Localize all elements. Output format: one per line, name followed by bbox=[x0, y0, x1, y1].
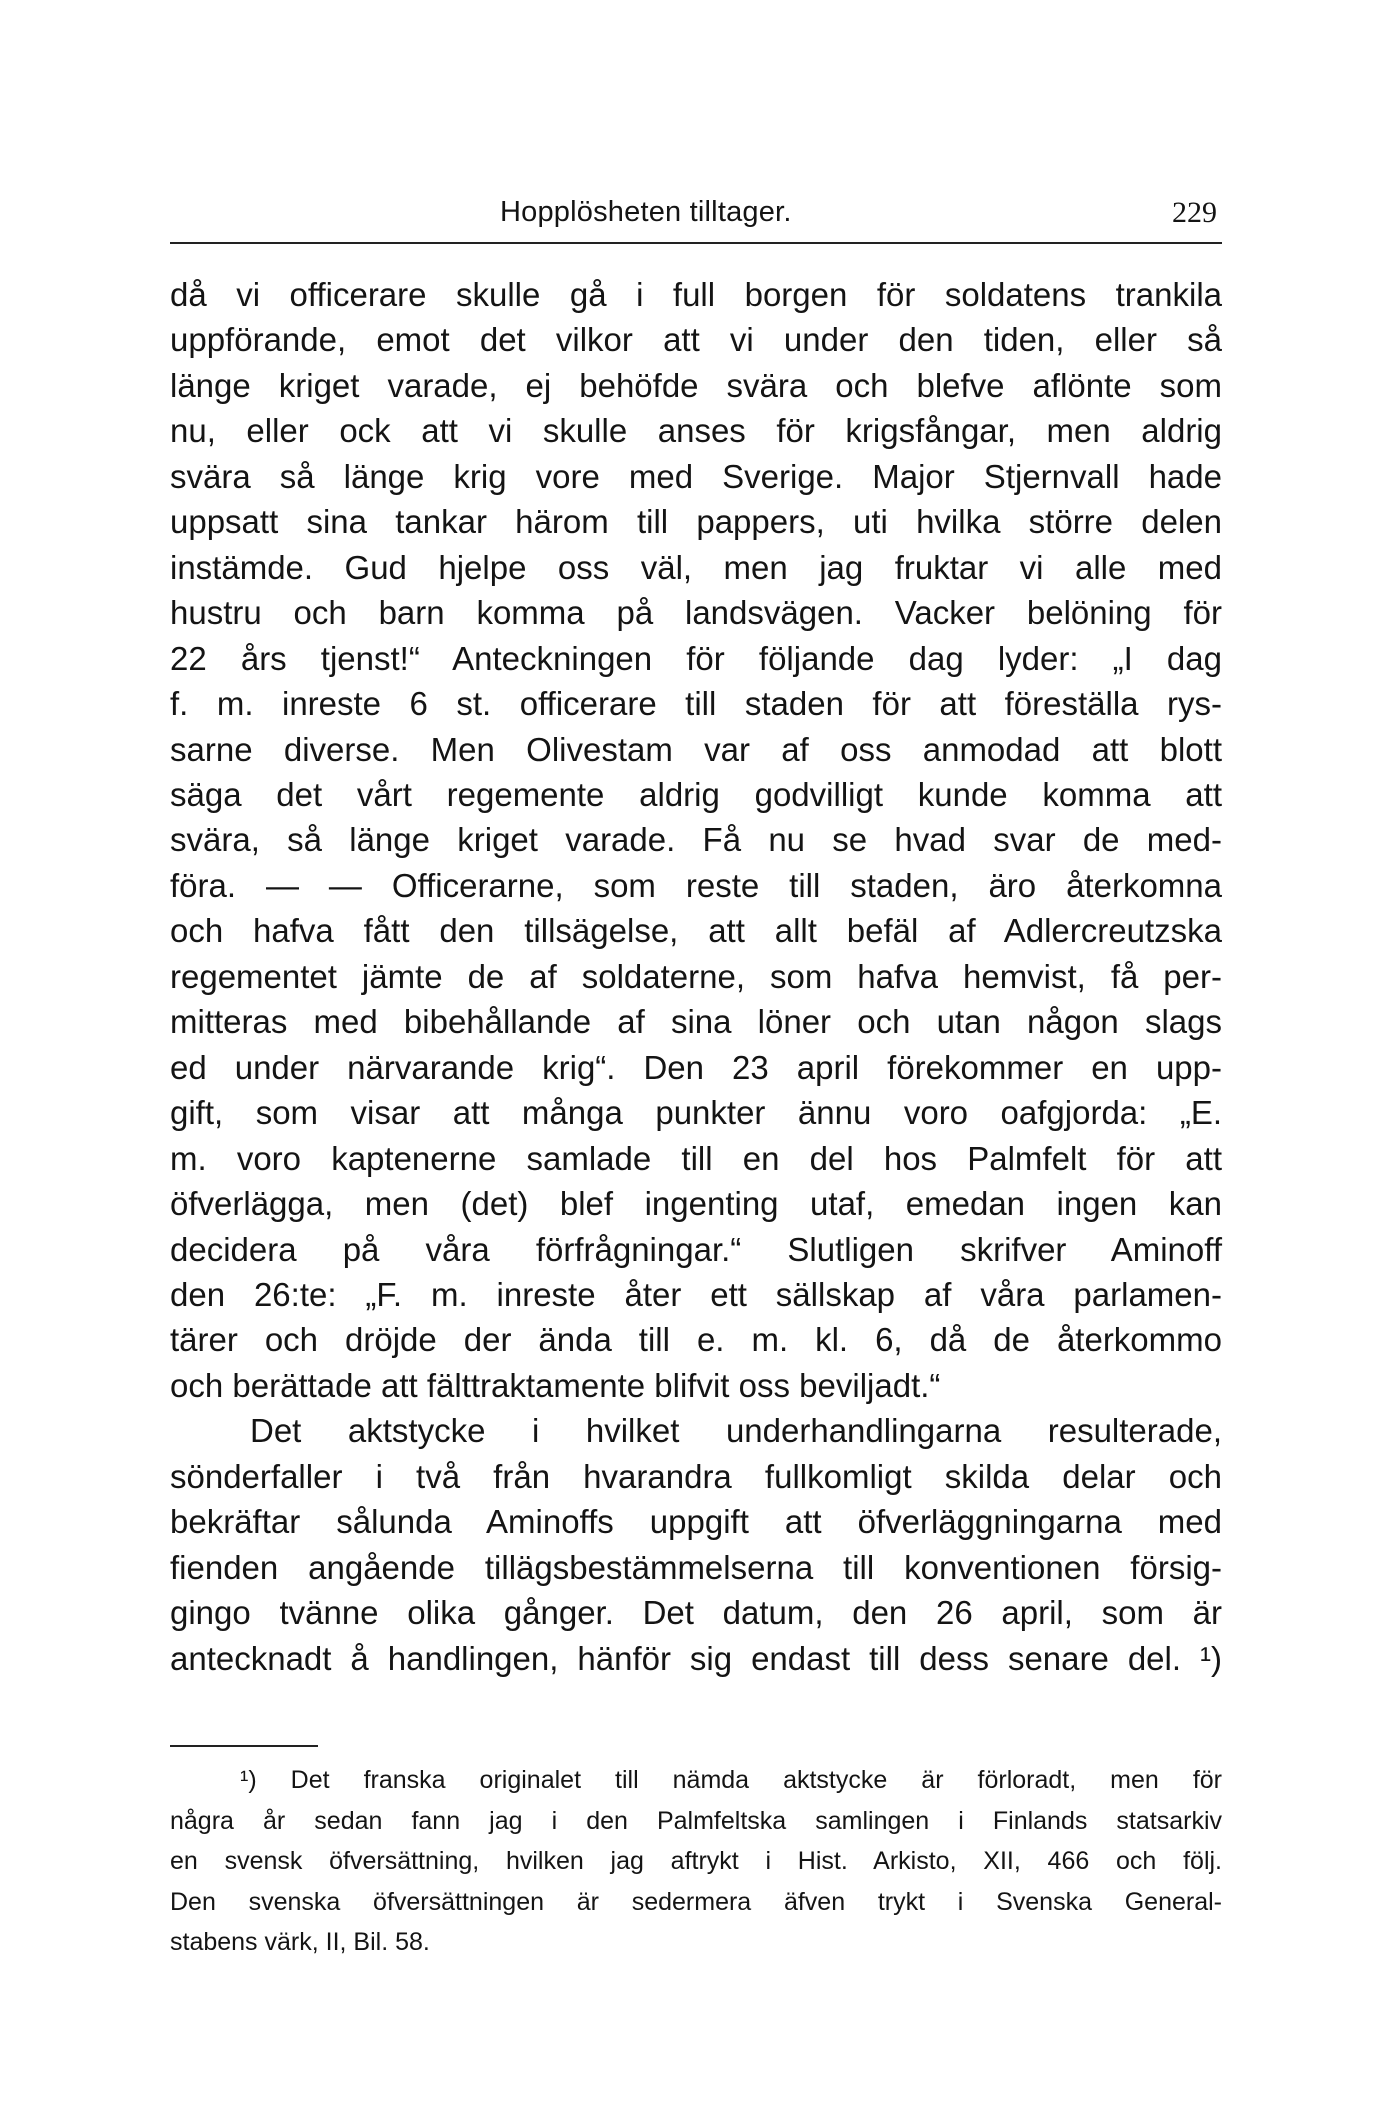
text-line: sönderfaller i två från hvarandra fullkomligt skilda delar och bbox=[170, 1457, 1222, 1495]
text-line: fienden angående tillägsbestämmelserna till konventionen försig- bbox=[170, 1548, 1222, 1586]
text-line: säga det vårt regemente aldrig godvilligt kunde komma att bbox=[170, 775, 1222, 813]
text-line: decidera på våra förfrågningar.“ Slutligen skrifver Aminoff bbox=[170, 1230, 1222, 1268]
text-line: sarne diverse. Men Olivestam var af oss anmodad att blott bbox=[170, 730, 1222, 768]
footnote-line: några år sedan fann jag i den Palmfeltska samlingen i Finlands statsarkiv bbox=[170, 1806, 1222, 1835]
text-line: svära så länge krig vore med Sverige. Major Stjernvall hade bbox=[170, 457, 1222, 495]
text-line: tärer och dröjde der ända till e. m. kl. 6, då de återkommo bbox=[170, 1321, 1222, 1359]
text-line: regementet jämte de af soldaterne, som hafva hemvist, få per- bbox=[170, 957, 1222, 995]
text-line: antecknadt å handlingen, hänför sig endast till dess senare del. ¹) bbox=[170, 1639, 1222, 1677]
text-line: bekräftar sålunda Aminoffs uppgift att öfverläggningarna med bbox=[170, 1503, 1222, 1541]
text-line: nu, eller ock att vi skulle anses för krigsfångar, men aldrig bbox=[170, 412, 1222, 450]
footnote bbox=[170, 1760, 1222, 1963]
text-line: f. m. inreste 6 st. officerare till staden för att föreställa rys- bbox=[170, 685, 1222, 723]
footnote-line: Den svenska öfversättningen är sedermera äfven trykt i Svenska General- bbox=[170, 1887, 1222, 1916]
page-number: 229 bbox=[1172, 196, 1217, 229]
footnote-rule bbox=[170, 1745, 318, 1747]
footnote-line: ¹) Det franska originalet till nämda aktstycke är förloradt, men för bbox=[240, 1766, 1222, 1794]
text-line: den 26:te: „F. m. inreste åter ett sällskap af våra parlamen- bbox=[170, 1275, 1222, 1313]
text-line: och berättade att fälttraktamente blifvit oss beviljadt.“ bbox=[170, 1366, 941, 1404]
text-line: gift, som visar att många punkter ännu voro oafgjorda: „E. bbox=[170, 1094, 1222, 1132]
body-text bbox=[170, 272, 1222, 1681]
header-rule bbox=[170, 242, 1222, 244]
text-line: 22 års tjenst!“ Anteckningen för följande dag lyder: „I dag bbox=[170, 639, 1222, 677]
text-line: instämde. Gud hjelpe oss väl, men jag fruktar vi alle med bbox=[170, 548, 1222, 586]
footnote-line: stabens värk, II, Bil. 58. bbox=[170, 1928, 430, 1956]
text-line: svära, så länge kriget varade. Få nu se hvad svar de med- bbox=[170, 821, 1222, 859]
text-line: uppförande, emot det vilkor att vi under den tiden, eller så bbox=[170, 321, 1222, 359]
text-line: uppsatt sina tankar härom till pappers, uti hvilka större delen bbox=[170, 503, 1222, 541]
footnote-line: en svensk öfversättning, hvilken jag aftrykt i Hist. Arkisto, XII, 466 och följ. bbox=[170, 1847, 1222, 1875]
running-title: Hopplösheten tilltager. bbox=[500, 196, 792, 228]
text-line: m. voro kaptenerne samlade till en del hos Palmfelt för att bbox=[170, 1139, 1222, 1177]
text-line: ed under närvarande krig“. Den 23 april förekommer en upp- bbox=[170, 1048, 1222, 1086]
text-line: hustru och barn komma på landsvägen. Vacker belöning för bbox=[170, 594, 1222, 632]
text-line: mitteras med bibehållande af sina löner och utan någon slags bbox=[170, 1003, 1222, 1041]
text-line: föra. — — Officerarne, som reste till staden, äro återkomna bbox=[170, 866, 1222, 904]
text-line: gingo tvänne olika gånger. Det datum, den 26 april, som är bbox=[170, 1594, 1222, 1632]
text-line: öfverlägga, men (det) blef ingenting utaf, emedan ingen kan bbox=[170, 1185, 1222, 1223]
text-line: Det aktstycke i hvilket underhandlingarna resulterade, bbox=[250, 1412, 1222, 1450]
text-line: länge kriget varade, ej behöfde svära och blefve aflönte som bbox=[170, 366, 1222, 404]
text-line: och hafva fått den tillsägelse, att allt befäl af Adlercreutzska bbox=[170, 912, 1222, 950]
text-line: då vi officerare skulle gå i full borgen för soldatens trankila bbox=[170, 276, 1222, 313]
